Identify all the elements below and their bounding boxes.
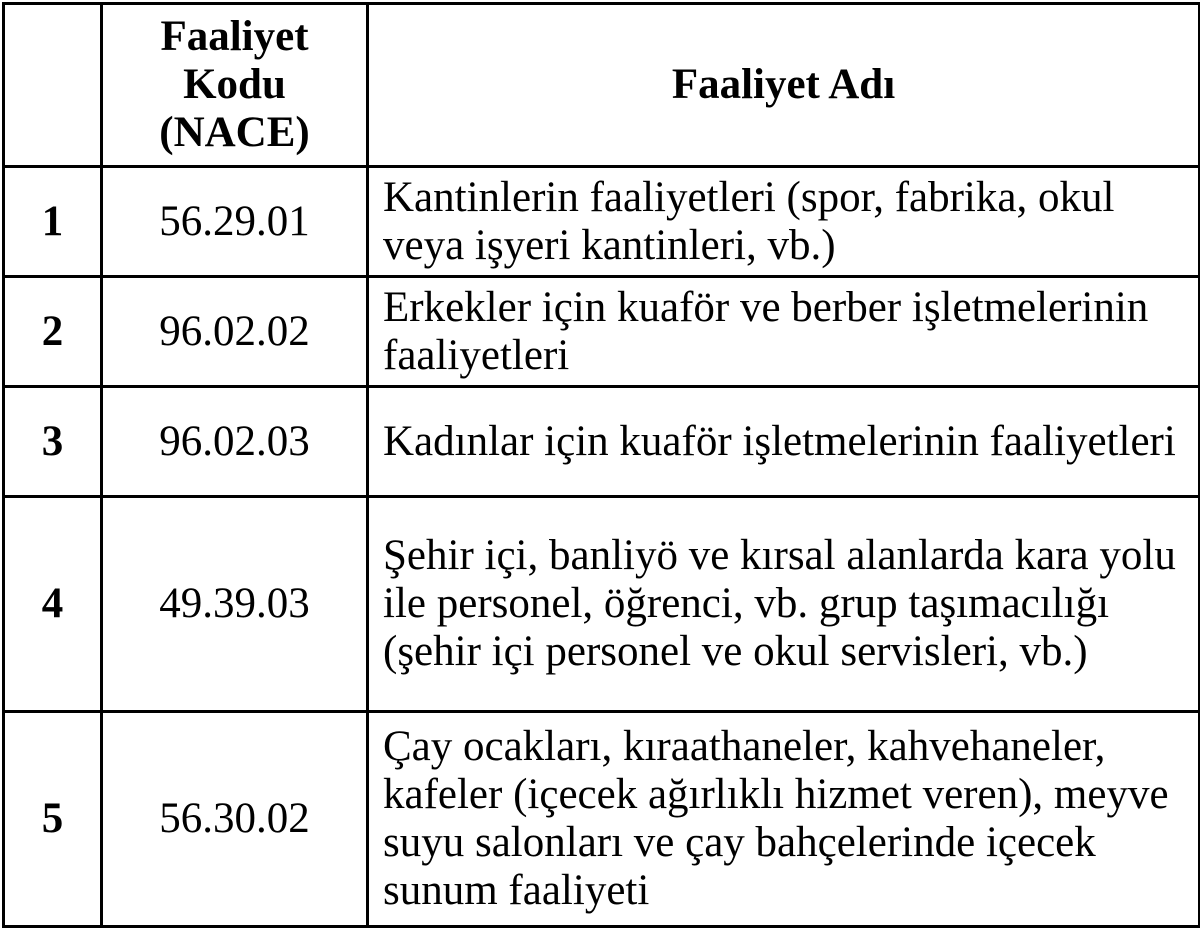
row-index: 5 [4, 712, 102, 927]
header-activity-name: Faaliyet Adı [368, 4, 1200, 167]
table-row [4, 167, 1200, 277]
row-activity-name: Şehir içi, banliyö ve kırsal alanlarda kara yolu ile personel, öğrenci, vb. grup taşımacılığı (şehir içi personel ve okul servisleri, vb.) [368, 497, 1200, 712]
row-index: 4 [4, 497, 102, 712]
row-activity-code: 96.02.02 [102, 277, 368, 387]
table-header-row [4, 4, 1200, 167]
row-index: 3 [4, 387, 102, 497]
header-activity-code [102, 4, 368, 167]
row-activity-name: Çay ocakları, kıraathaneler, kahvehaneler, kafeler (içecek ağırlıklı hizmet veren), meyve suyu salonları ve çay bahçelerinde içecek sunum faaliyeti [368, 712, 1200, 927]
row-index: 2 [4, 277, 102, 387]
table-row [4, 277, 1200, 387]
header-activity-code-line: Faaliyet [160, 13, 309, 60]
header-activity-code-line: (NACE) [159, 109, 310, 156]
table-row [4, 712, 1200, 927]
table-row [4, 497, 1200, 712]
header-index [4, 4, 102, 167]
row-activity-code: 49.39.03 [102, 497, 368, 712]
row-activity-code: 56.30.02 [102, 712, 368, 927]
row-index: 1 [4, 167, 102, 277]
table-row [4, 387, 1200, 497]
row-activity-name: Kadınlar için kuaför işletmelerinin faaliyetleri [368, 387, 1200, 497]
row-activity-code: 96.02.03 [102, 387, 368, 497]
header-activity-code-line: Kodu [183, 61, 286, 108]
row-activity-code: 56.29.01 [102, 167, 368, 277]
row-activity-name: Erkekler için kuaför ve berber işletmelerinin faaliyetleri [368, 277, 1200, 387]
row-activity-name: Kantinlerin faaliyetleri (spor, fabrika, okul veya işyeri kantinleri, vb.) [368, 167, 1200, 277]
nace-activity-table [2, 2, 1200, 928]
